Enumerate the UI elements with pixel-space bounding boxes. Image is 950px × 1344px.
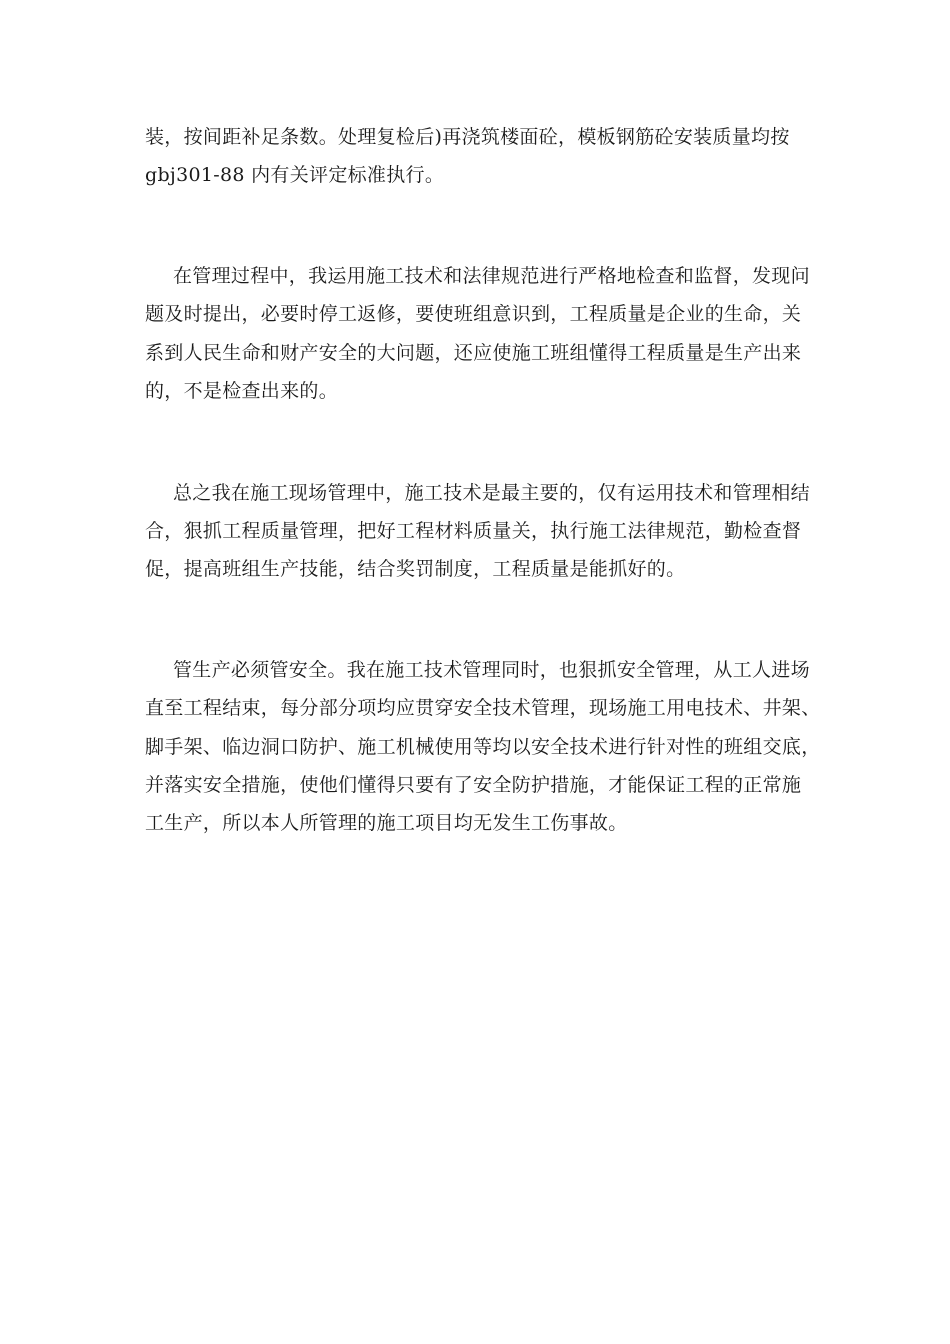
text-line: 促，提高班组生产技能，结合奖罚制度，工程质量是能抓好的。 (145, 558, 686, 580)
text-line: 系到人民生命和财产安全的大问题，还应使施工班组懂得工程质量是生产出来 (145, 342, 802, 364)
text-line: 直至工程结束，每分部分项均应贯穿安全技术管理，现场施工用电技术、井架、 (145, 697, 821, 719)
text-line: 总之我在施工现场管理中，施工技术是最主要的，仅有运用技术和管理相结 (173, 482, 810, 504)
text-line: 管生产必须管安全。我在施工技术管理同时，也狠抓安全管理，从工人进场 (173, 659, 810, 681)
text-line: gbj301-88 内有关评定标准执行。 (145, 164, 445, 186)
text-line: 合，狠抓工程质量管理，把好工程材料质量关，执行施工法律规范，勤检查督 (145, 520, 802, 542)
text-line: 题及时提出，必要时停工返修，要使班组意识到，工程质量是企业的生命，关 (145, 303, 802, 325)
text-line: 并落实安全措施，使他们懂得只要有了安全防护措施，才能保证工程的正常施 (145, 774, 802, 796)
text-line: 脚手架、临边洞口防护、施工机械使用等均以安全技术进行针对性的班组交底， (145, 736, 821, 758)
text-line: 在管理过程中，我运用施工技术和法律规范进行严格地检查和监督，发现问 (173, 265, 810, 287)
text-line: 的，不是检查出来的。 (145, 380, 339, 402)
text-line: 装，按间距补足条数。处理复检后)再浇筑楼面砼，模板钢筋砼安装质量均按 (145, 126, 790, 148)
text-line: 工生产，所以本人所管理的施工项目均无发生工伤事故。 (145, 812, 628, 834)
